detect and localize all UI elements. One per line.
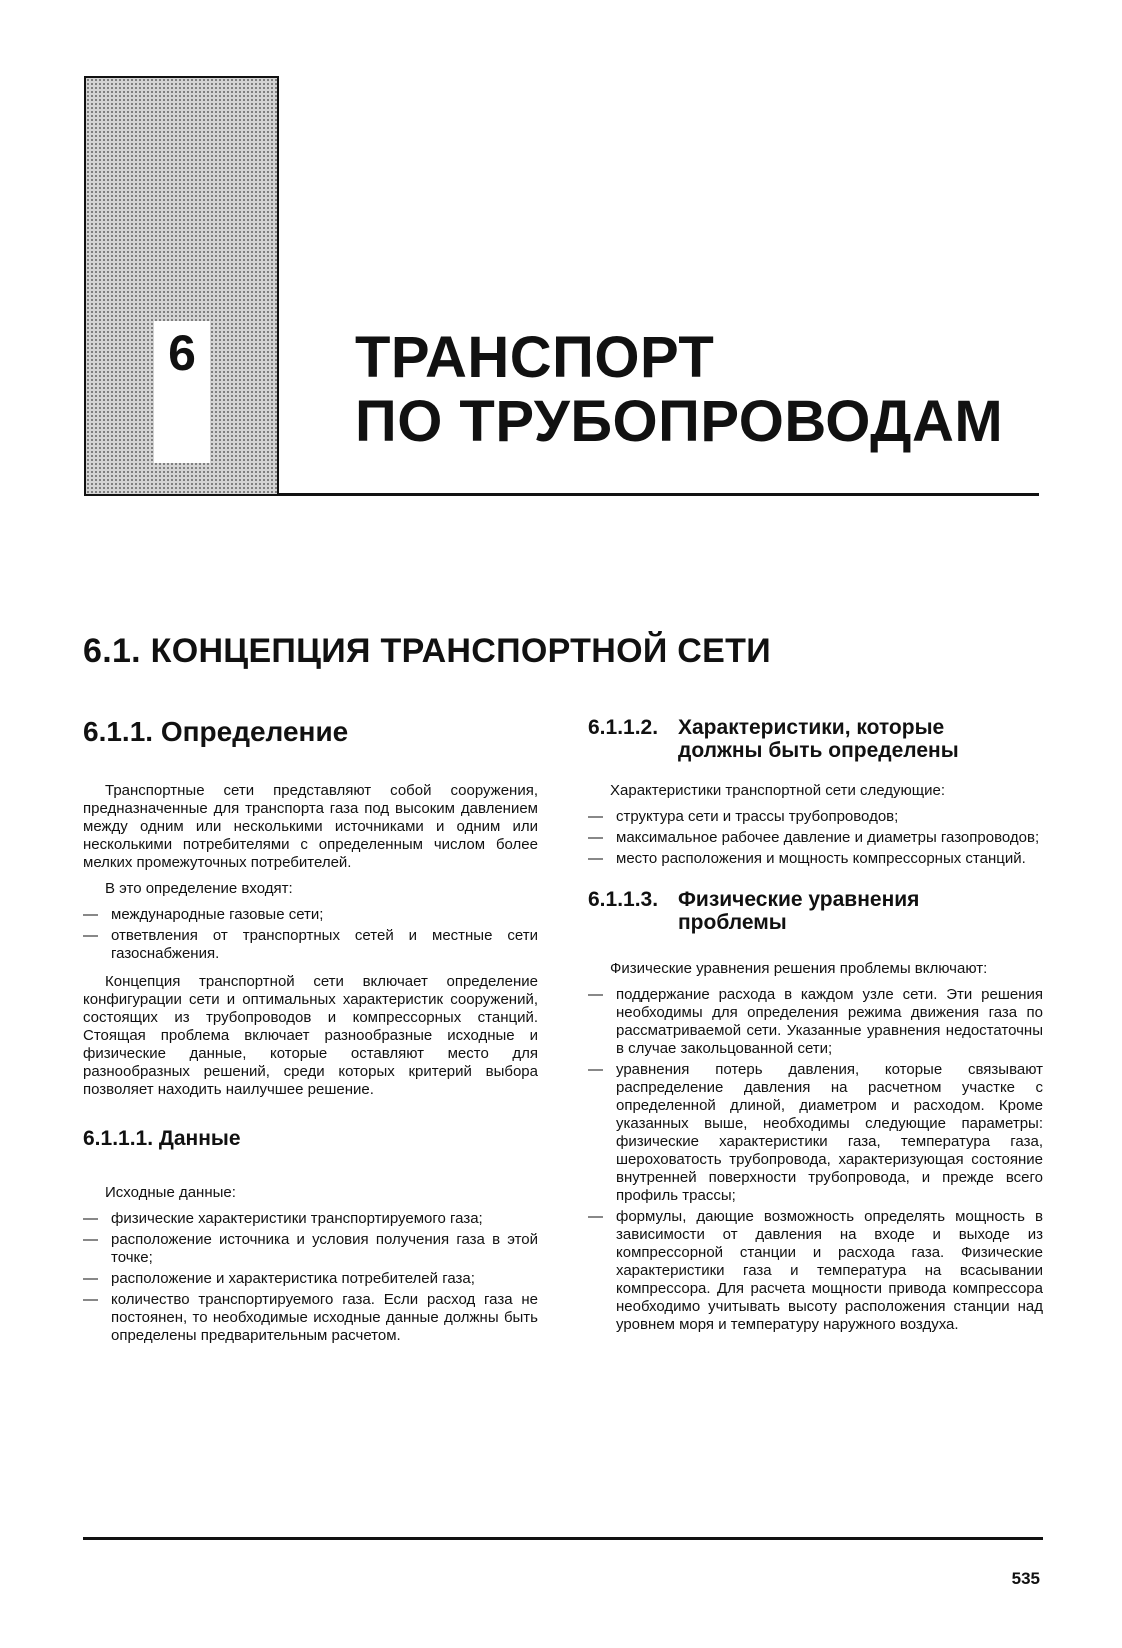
definition-includes-lead: В это определение входят:	[105, 880, 293, 897]
chapter-number-box	[154, 321, 210, 463]
heading-line2: должны быть определены	[678, 739, 959, 762]
physical-equations-heading	[588, 888, 1043, 934]
list-item: — максимальное рабочее давление и диаметры газопроводов;	[588, 829, 1043, 847]
heading-number: 6.1.1.3.	[588, 888, 659, 911]
section-title: 6.1. КОНЦЕПЦИЯ ТРАНСПОРТНОЙ СЕТИ	[83, 632, 771, 670]
list-item: — физические характеристики транспортируемого газа;	[83, 1210, 538, 1228]
chapter-rule	[279, 493, 1039, 496]
chapter-title-line1: ТРАНСПОРТ	[355, 325, 715, 390]
list-item: — количество транспортируемого газа. Если расход газа не постоянен, то необходимые исходные данные должны быть определены предварительным расчетом.	[83, 1291, 538, 1345]
left-column	[83, 716, 538, 1355]
list-item: — расположение источника и условия получения газа в этой точке;	[83, 1231, 538, 1267]
definition-includes-list	[83, 906, 538, 963]
list-item: — структура сети и трассы трубопроводов;	[588, 808, 1043, 826]
heading-line1: Характеристики, которые	[678, 716, 945, 739]
definition-paragraph: Транспортные сети представляют собой сооружения, предназначенные для транспорта газа под высоким давлением между одним или несколькими источниками и одним или несколькими потребителями с определенным числом более мелких промежуточных потребителей.	[83, 782, 538, 871]
list-item: — поддержание расхода в каждом узле сети. Эти решения необходимы для определения режима движения газа по рассматриваемой сети. Указанные уравнения недостаточны в случае закольцованной сети;	[588, 986, 1043, 1058]
characteristics-list	[588, 808, 1043, 868]
list-item: — расположение и характеристика потребителей газа;	[83, 1270, 538, 1288]
chapter-title	[355, 326, 1003, 454]
characteristics-lead: Характеристики транспортной сети следующие:	[610, 782, 946, 799]
physical-equations-lead: Физические уравнения решения проблемы включают:	[610, 960, 988, 977]
list-item: — уравнения потерь давления, которые связывают распределение давления на расчетном участке с определенной длиной, диаметром и расходом. Кроме указанных выше, необходимы следующие параметры: физические характеристики газа, температура газа, шероховатость трубопровода, характеризующая состояние внутренней поверхности трубопровода, и прежде всего профиль трассы;	[588, 1061, 1043, 1205]
right-column	[588, 716, 1043, 1344]
list-item: — место расположения и мощность компрессорных станций.	[588, 850, 1043, 868]
chapter-title-line2: ПО ТРУБОПРОВОДАМ	[355, 389, 1004, 454]
page-number: 535	[1011, 1569, 1040, 1588]
input-data-lead: Исходные данные:	[105, 1184, 236, 1201]
definition-heading: 6.1.1. Определение	[83, 716, 349, 747]
heading-line1: Физические уравнения	[678, 888, 920, 911]
list-item: — формулы, дающие возможность определять мощность в зависимости от давления на входе и выходе из компрессорной станции и расхода газа. Физические характеристики газа и температура на всасывании компрессора. Для расчета мощности привода компрессора необходимо учитывать высоту расположения станции над уровнем моря и температуру наружного воздуха.	[588, 1208, 1043, 1334]
heading-number: 6.1.1.2.	[588, 716, 659, 739]
data-heading: 6.1.1.1. Данные	[83, 1127, 241, 1150]
heading-line2: проблемы	[678, 911, 787, 934]
list-item: — ответвления от транспортных сетей и местные сети газоснабжения.	[83, 927, 538, 963]
footer-rule	[83, 1537, 1043, 1540]
list-item: — международные газовые сети;	[83, 906, 538, 924]
concept-paragraph: Концепция транспортной сети включает определение конфигурации сети и оптимальных характеристик сооружений, состоящих из трубопроводов и компрессорных станций. Стоящая проблема включает разнообразные исходные и физические данные, которые оставляют место для разнообразных решений, среди которых критерий выбора позволяет находить наилучшее решение.	[83, 973, 538, 1098]
input-data-list	[83, 1210, 538, 1345]
characteristics-heading	[588, 716, 1043, 762]
physical-equations-list	[588, 986, 1043, 1334]
chapter-number: 6	[168, 325, 196, 381]
